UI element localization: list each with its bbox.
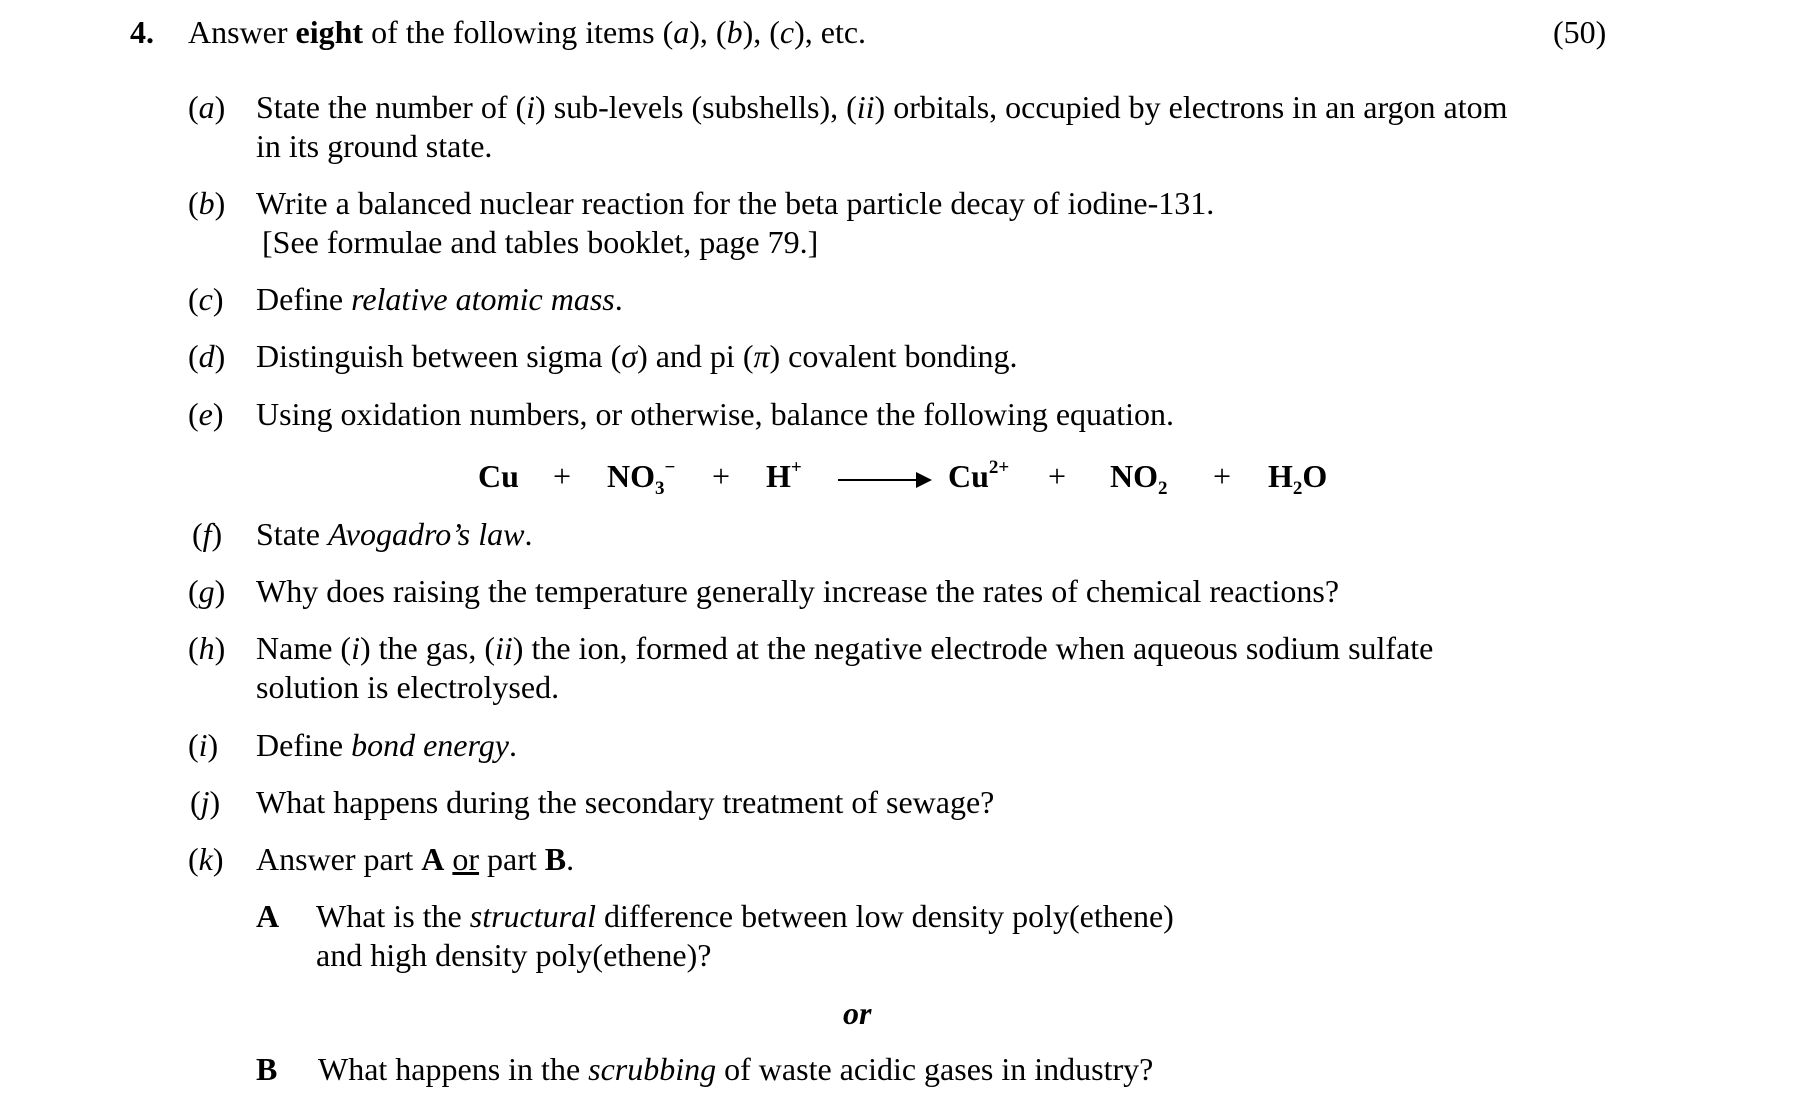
item-label-b: (b): [188, 185, 226, 221]
item-a-text: State the number of (i) sub-levels (subshells), (ii) orbitals, occupied by electrons in an argon atom: [256, 89, 1508, 125]
item-b-text: Write a balanced nuclear reaction for the beta particle decay of iodine-131.: [256, 185, 1215, 221]
part-a-text: What is the structural difference between low density poly(ethene): [316, 898, 1174, 934]
item-j-text: What happens during the secondary treatment of sewage?: [256, 784, 995, 820]
item-label-d: (d): [188, 338, 226, 374]
eq-plus: +: [712, 458, 731, 494]
item-i-text: Define bond energy.: [256, 727, 517, 763]
item-e-text: Using oxidation numbers, or otherwise, balance the following equation.: [256, 396, 1175, 432]
or-separator: or: [843, 995, 872, 1031]
eq-nitrogen-dioxide: $NO_2$: [1110, 458, 1168, 499]
item-d-text: Distinguish between sigma (σ) and pi (π) covalent bonding.: [256, 338, 1018, 374]
eq-plus: +: [553, 458, 572, 494]
item-label-i: (i): [188, 727, 219, 763]
marks-label: (50): [1553, 14, 1607, 50]
item-g-text: Why does raising the temperature generally increase the rates of chemical reactions?: [256, 573, 1340, 609]
reaction-arrow-icon: [838, 479, 920, 481]
item-label-j: (j): [190, 784, 221, 820]
part-b-label: B: [256, 1051, 278, 1087]
part-b-text: What happens in the scrubbing of waste acidic gases in industry?: [318, 1051, 1154, 1087]
eq-hydrogen-ion: H+: [766, 457, 802, 494]
part-a-text-line2: and high density poly(ethene)?: [316, 937, 712, 973]
question-number: 4.: [130, 14, 154, 50]
eq-copper-ion: $Cu^{2+}$: [948, 457, 1010, 494]
eq-plus: +: [1213, 458, 1232, 494]
eq-water: $H_2O$: [1268, 458, 1328, 499]
item-label-a: (a): [188, 89, 226, 125]
item-label-c: (c): [188, 281, 224, 317]
item-h-text-line2: solution is electrolysed.: [256, 669, 560, 705]
chemical-equation: [0, 458, 1818, 502]
eq-nitrate: $NO_3^-$: [607, 457, 676, 499]
eq-plus: +: [1048, 458, 1067, 494]
item-a-text-line2: in its ground state.: [256, 128, 493, 164]
question-instruction: Answer eight of the following items (a), (b), (c), etc.: [188, 14, 867, 50]
eq-cu: Cu: [478, 458, 519, 494]
item-label-e: (e): [188, 396, 224, 432]
item-b-reference: [See formulae and tables booklet, page 79.]: [262, 224, 819, 260]
item-label-k: (k): [188, 841, 224, 877]
part-a-label: A: [256, 898, 280, 934]
item-label-h: (h): [188, 630, 226, 666]
item-label-f: (f): [192, 516, 223, 552]
item-c-text: Define relative atomic mass.: [256, 281, 623, 317]
arrowhead-icon: [916, 472, 932, 488]
item-k-text: Answer part A or part B.: [256, 841, 575, 877]
item-f-text: State Avogadro’s law.: [256, 516, 533, 552]
item-label-g: (g): [188, 573, 226, 609]
item-h-text: Name (i) the gas, (ii) the ion, formed at the negative electrode when aqueous sodium sulfate: [256, 630, 1434, 666]
